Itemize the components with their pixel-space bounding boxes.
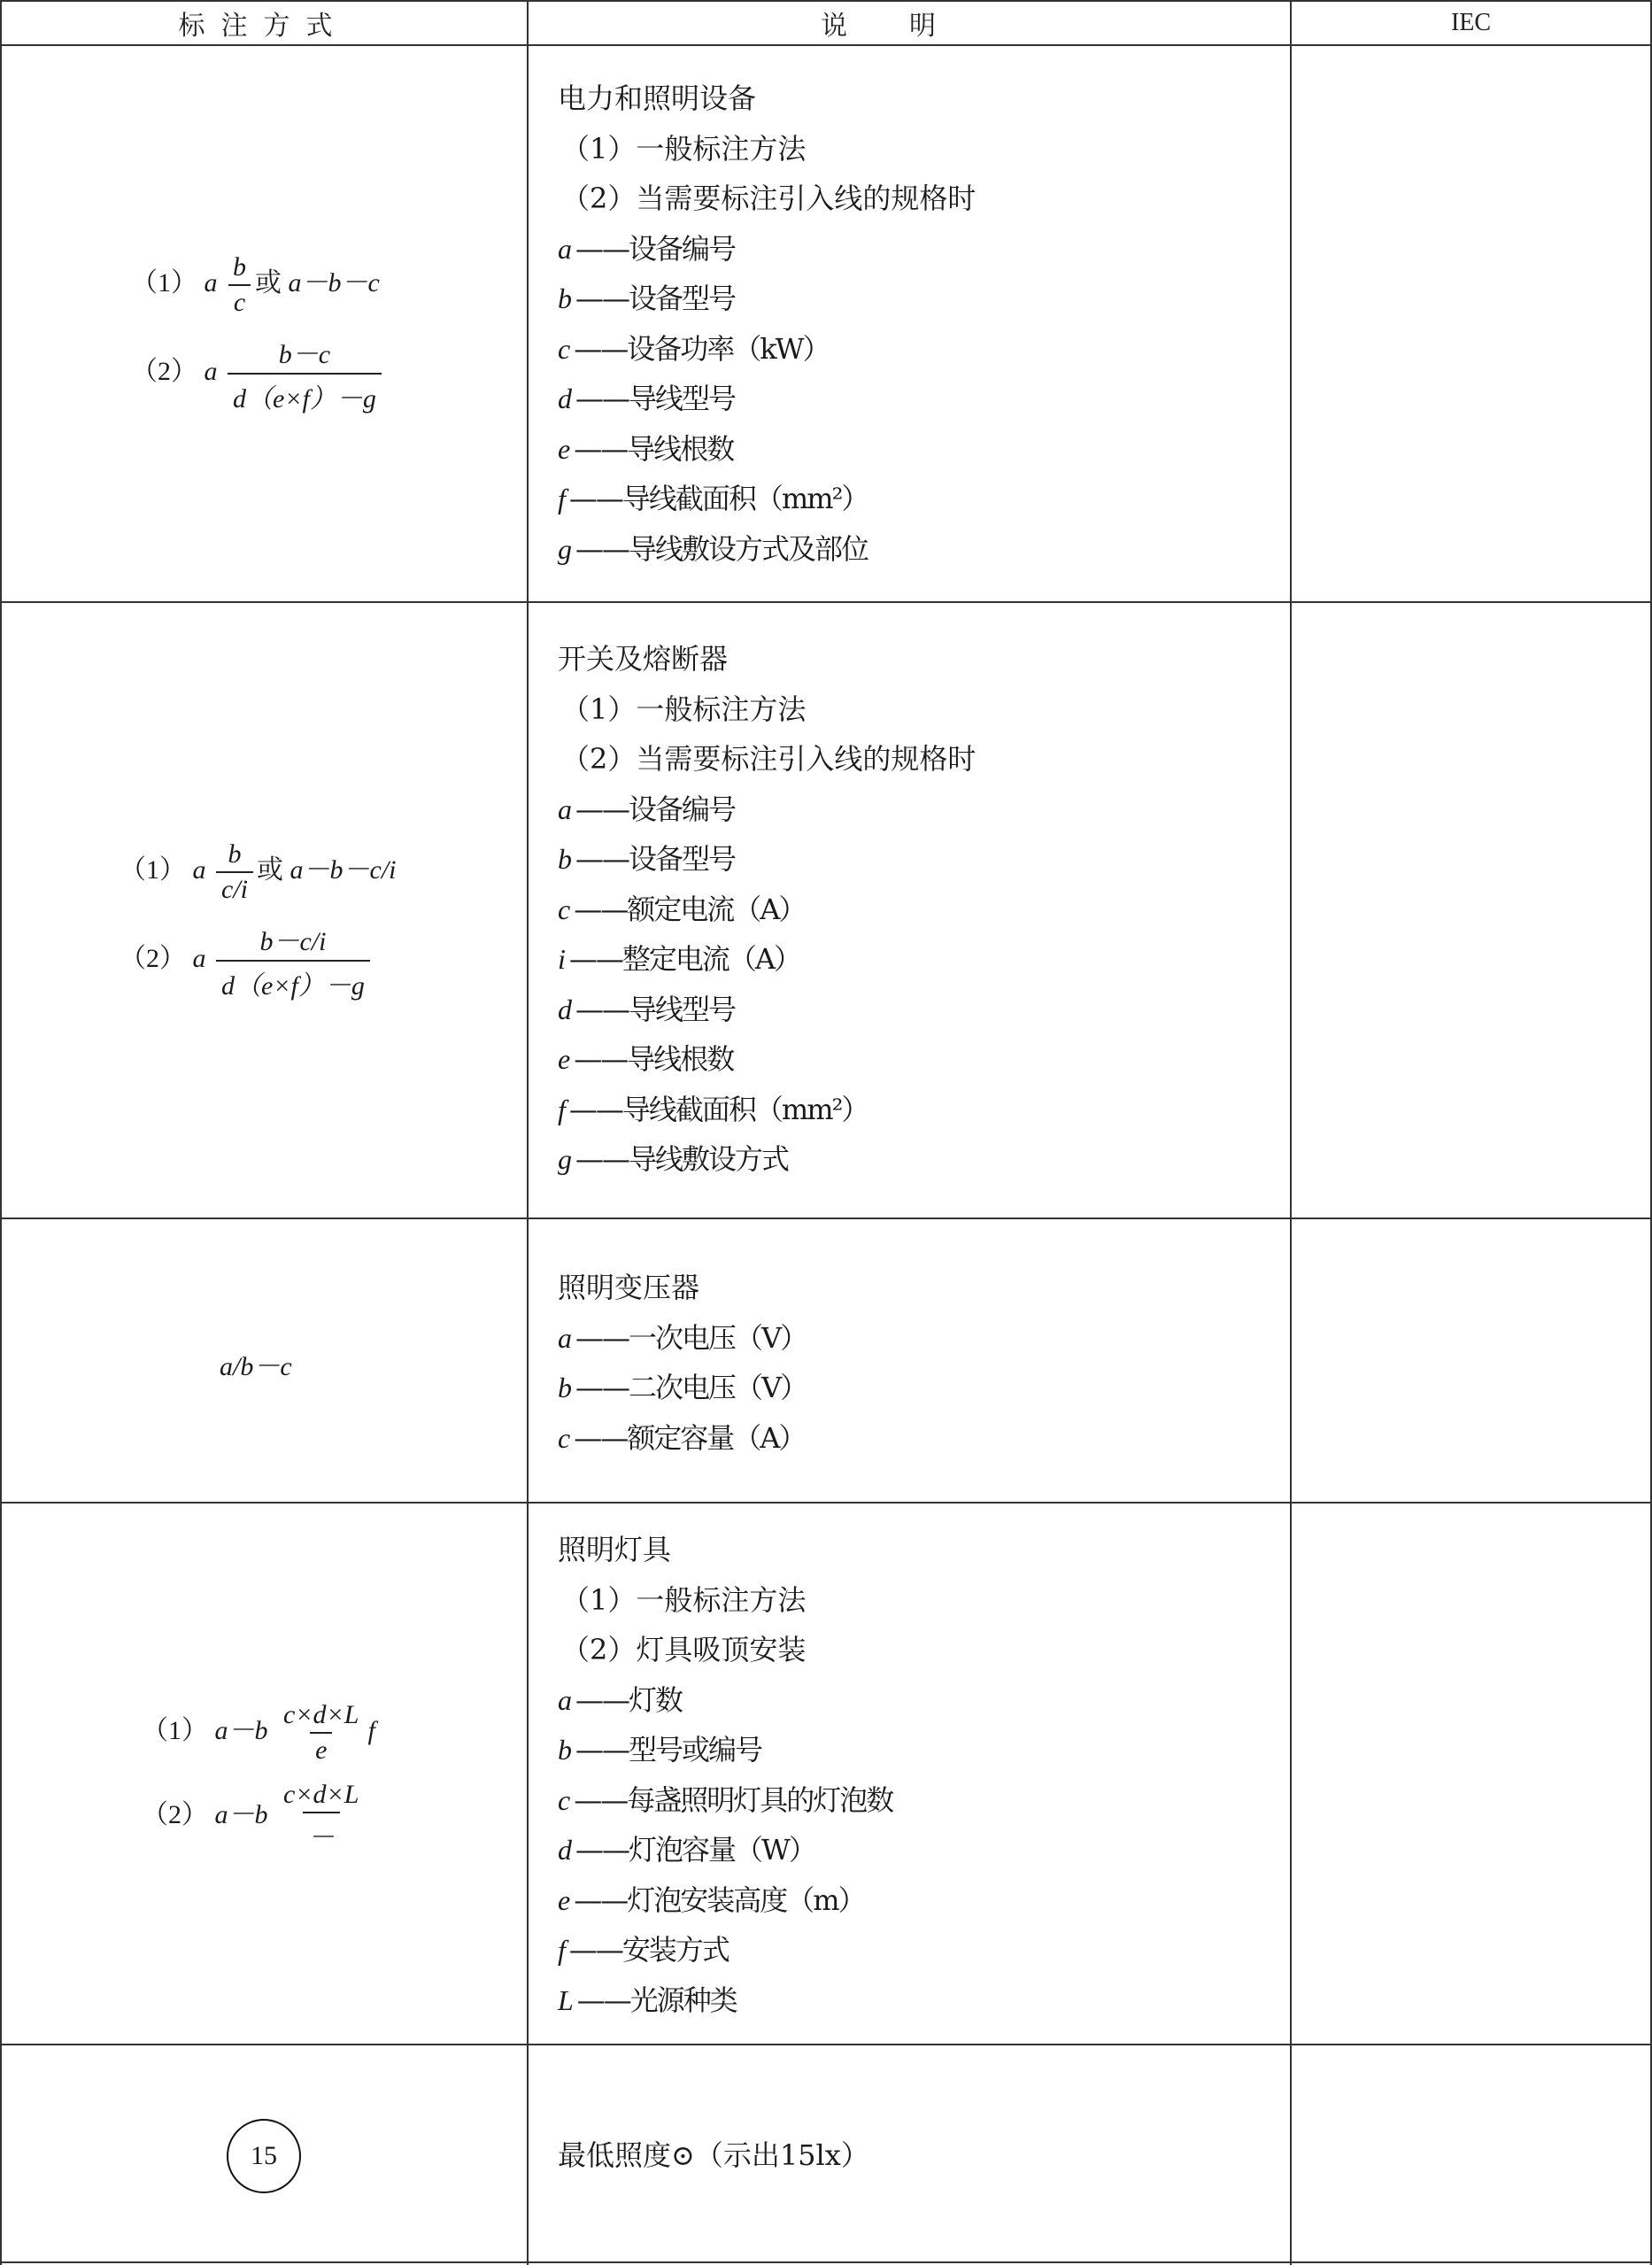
row5-description [558, 2130, 869, 2181]
row5-title: 最低照度⊙（示出15lx） [558, 2138, 869, 2172]
list-item: g ——导线敷设方式及部位 [558, 531, 868, 566]
list-item: i ——整定电流（A） [558, 942, 801, 976]
row4-title: 照明灯具 [558, 1533, 672, 1566]
row-divider-4 [0, 2044, 1652, 2045]
list-item: （1）一般标注方法 [561, 131, 807, 166]
row2-formula-2: （2） a $\frac{b-c/i}{d(e\times f)-g}$ [120, 919, 374, 1002]
row4-description [558, 1525, 892, 2025]
list-item: （2）当需要标注引入线的规格时 [561, 182, 977, 215]
list-item: e ——灯泡安装高度（m） [558, 1882, 865, 1917]
list-item: d ——导线型号 [558, 992, 736, 1026]
row1-description [558, 73, 976, 574]
row1-formula-2: （2） a $\frac{b-c}{d(e\times f)-g}$ [131, 332, 385, 415]
list-item: f ——安装方式 [558, 1933, 729, 1967]
list-item: f ——导线截面积（mm²） [558, 482, 868, 515]
list-item: b ——二次电压（V） [558, 1371, 807, 1404]
list-item: c ——设备功率（kW） [558, 331, 830, 366]
list-item: c ——额定电流（A） [558, 892, 806, 926]
list-item: a ——灯数 [558, 1682, 683, 1717]
table-border-bottom [0, 2261, 1652, 2263]
header-notation-method: 标注方式 [178, 11, 349, 42]
list-item: e ——导线根数 [558, 431, 734, 466]
list-item: （1）一般标注方法 [561, 1582, 807, 1617]
row4-formula-1: （1） a－b $\frac{c\times d\times L}{e}$ f [142, 1700, 375, 1765]
illuminance-circle-symbol: 15 [227, 2119, 301, 2193]
list-item: b ——型号或编号 [558, 1733, 762, 1766]
list-item: （2）当需要标注引入线的规格时 [561, 742, 977, 776]
row3-description [558, 1263, 807, 1463]
list-item: b ——设备型号 [558, 282, 736, 315]
list-item: e ——导线根数 [558, 1042, 734, 1076]
row-divider-2 [0, 1218, 1652, 1219]
list-item: a ——设备编号 [558, 231, 736, 266]
column-divider-1 [527, 0, 529, 2265]
list-item: d ——导线型号 [558, 382, 736, 415]
row2-formula-1: （1） a $\frac{b}{c/i}$ 或 a－b－c/i [120, 839, 397, 904]
list-item: （1）一般标注方法 [561, 692, 807, 726]
column-divider-2 [1290, 0, 1292, 2265]
row-divider-3 [0, 1502, 1652, 1504]
header-description: 说明 [821, 11, 998, 42]
header-iec: IEC [1450, 9, 1492, 36]
row-divider-1 [0, 601, 1652, 603]
list-item: a ——一次电压（V） [558, 1320, 807, 1355]
row2-title: 开关及熔断器 [558, 642, 729, 676]
row1-formula-1: （1） a $\frac{b}{c}$ 或 a－b－c [131, 252, 380, 317]
list-item: c ——额定容量（A） [558, 1420, 806, 1455]
list-item: d ——灯泡容量（W） [558, 1833, 815, 1867]
list-item: （2）灯具吸顶安装 [561, 1633, 807, 1666]
table-border-left [0, 0, 2, 2265]
row1-title: 电力和照明设备 [558, 81, 757, 115]
row2-description [558, 634, 976, 1185]
list-item: b ——设备型号 [558, 842, 736, 876]
row4-formula-2: （2） a－b $\frac{c\times d\times L}{-}$ [142, 1780, 359, 1852]
list-item: c ——每盏照明灯具的灯泡数 [558, 1782, 893, 1817]
list-item: a ——设备编号 [558, 792, 736, 826]
row3-formula: a/b－c [220, 1352, 292, 1381]
row3-title: 照明变压器 [558, 1271, 700, 1304]
list-item: g ——导线敷设方式 [558, 1142, 789, 1176]
list-item: f ——导线截面积（mm²） [558, 1092, 868, 1126]
list-item: L ——光源种类 [558, 1983, 737, 2017]
